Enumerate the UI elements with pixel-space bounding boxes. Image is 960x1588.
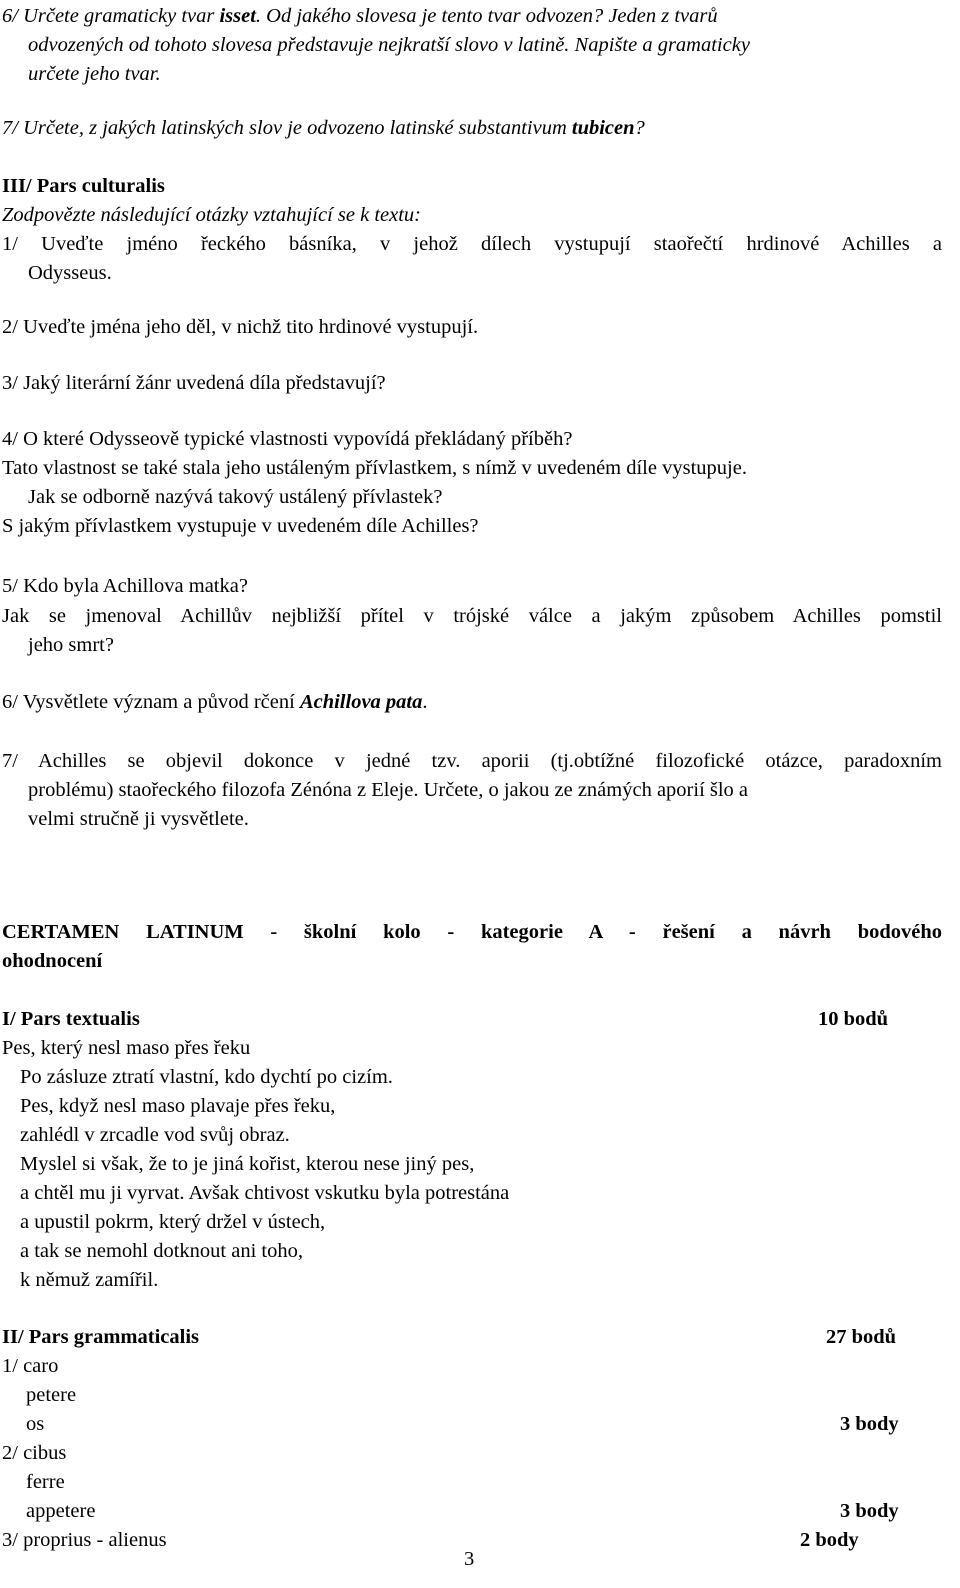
translation-line: k němuž zamířil. [20, 1269, 159, 1291]
culturalis-q3: 3/ Jaký literární žánr uvedená díla představují? [2, 372, 386, 394]
text: . Od jakého slovesa je tento tvar odvozen? Jeden z tvarů [255, 5, 718, 27]
solution-title-line-2: ohodnocení [2, 950, 103, 972]
grammaticalis-heading-row [2, 1323, 942, 1352]
question-6-line-2: odvozených od tohoto slovesa představuje nejkratší slovo v latině. Napište a gramaticky [28, 34, 750, 56]
culturalis-q5-line-3: jeho smrt? [28, 634, 114, 656]
grammar-item: appetere [26, 1500, 96, 1522]
textualis-heading-row [2, 1005, 942, 1034]
culturalis-q1-line-1: 1/ Uveďte jméno řeckého básníka, v jehož dílech vystupují staořečtí hrdinové Achilles a [2, 233, 942, 255]
culturalis-q4-line-3: Jak se odborně nazývá takový ustálený přívlastek? [28, 486, 443, 508]
grammar-item: 3/ proprius - alienus [2, 1529, 167, 1551]
translation-line: Pes, když nesl maso plavaje přes řeku, [20, 1095, 336, 1117]
text: 6/ Určete gramaticky tvar [2, 5, 220, 27]
grammar-item: 2/ cibus [2, 1442, 67, 1464]
grammaticalis-points: 27 bodů [826, 1326, 897, 1348]
translation-line: zahlédl v zrcadle vod svůj obraz. [20, 1124, 290, 1146]
culturalis-q4-line-4: S jakým přívlastkem vystupuje v uvedeném díle Achilles? [2, 515, 479, 537]
grammar-item-points: 2 body [800, 1529, 859, 1551]
culturalis-q5-line-2: Jak se jmenoval Achillův nejbližší přítel v trójské válce a jakým způsobem Achilles pomstil [2, 605, 942, 627]
text: 6/ Vysvětlete význam a původ rčení [2, 691, 300, 713]
translation-line: a tak se nemohl dotknout ani toho, [20, 1240, 303, 1262]
solution-title-line-1: CERTAMEN LATINUM - školní kolo - kategorie A - řešení a návrh bodového [2, 921, 942, 943]
culturalis-q2: 2/ Uveďte jména jeho děl, v nichž tito hrdinové vystupují. [2, 316, 479, 338]
question-6 [2, 2, 718, 31]
section-instruction: Zodpovězte následující otázky vztahující se k textu: [2, 204, 421, 226]
culturalis-q7-line-2: problému) staořeckého filozofa Zénóna z Eleje. Určete, o jakou ze známých aporií šlo a [28, 779, 749, 801]
textualis-heading: I/ Pars textualis [2, 1008, 140, 1030]
culturalis-q6 [2, 688, 428, 717]
section-heading-culturalis: III/ Pars culturalis [2, 175, 165, 197]
keyword: isset [219, 5, 256, 27]
translation-line: Myslel si však, že to je jiná kořist, kterou nese jiný pes, [20, 1153, 475, 1175]
culturalis-q5-line-1: 5/ Kdo byla Achillova matka? [2, 575, 248, 597]
culturalis-q7-line-1: 7/ Achilles se objevil dokonce v jedné tzv. aporii (tj.obtížné filozofické otázce, paradoxním [2, 750, 942, 772]
text: ? [634, 117, 645, 139]
culturalis-q4-line-1: 4/ O které Odysseově typické vlastnosti vypovídá překládaný příběh? [2, 428, 573, 450]
grammar-item-points: 3 body [840, 1500, 899, 1522]
grammar-item: petere [26, 1384, 77, 1406]
keyword: tubicen [571, 117, 635, 139]
textualis-translation-title: Pes, který nesl maso přes řeku [2, 1037, 251, 1059]
grammaticalis-heading: II/ Pars grammaticalis [2, 1326, 199, 1348]
text: . [422, 691, 428, 713]
translation-line: a chtěl mu ji vyrvat. Avšak chtivost vskutku byla potrestána [20, 1182, 510, 1204]
culturalis-q4-line-2: Tato vlastnost se také stala jeho ustáleným přívlastkem, s nímž v uvedeném díle vystupuje. [2, 457, 747, 479]
grammar-item: ferre [26, 1471, 65, 1493]
grammar-item-points: 3 body [840, 1413, 899, 1435]
text: 7/ Určete, z jakých latinských slov je odvozeno latinské substantivum [2, 117, 572, 139]
grammar-item: 1/ caro [2, 1355, 59, 1377]
grammar-item: os [26, 1413, 45, 1435]
textualis-points: 10 bodů [818, 1008, 889, 1030]
translation-line: Po zásluze ztratí vlastní, kdo dychtí po cizím. [20, 1066, 393, 1088]
culturalis-q7-line-3: velmi stručně ji vysvětlete. [28, 808, 249, 830]
culturalis-q1-line-2: Odysseus. [28, 262, 112, 284]
translation-line: a upustil pokrm, který držel v ústech, [20, 1211, 326, 1233]
page-number: 3 [464, 1548, 475, 1570]
question-7 [2, 114, 645, 143]
phrase: Achillova pata [299, 691, 423, 713]
question-6-line-3: určete jeho tvar. [28, 63, 161, 85]
